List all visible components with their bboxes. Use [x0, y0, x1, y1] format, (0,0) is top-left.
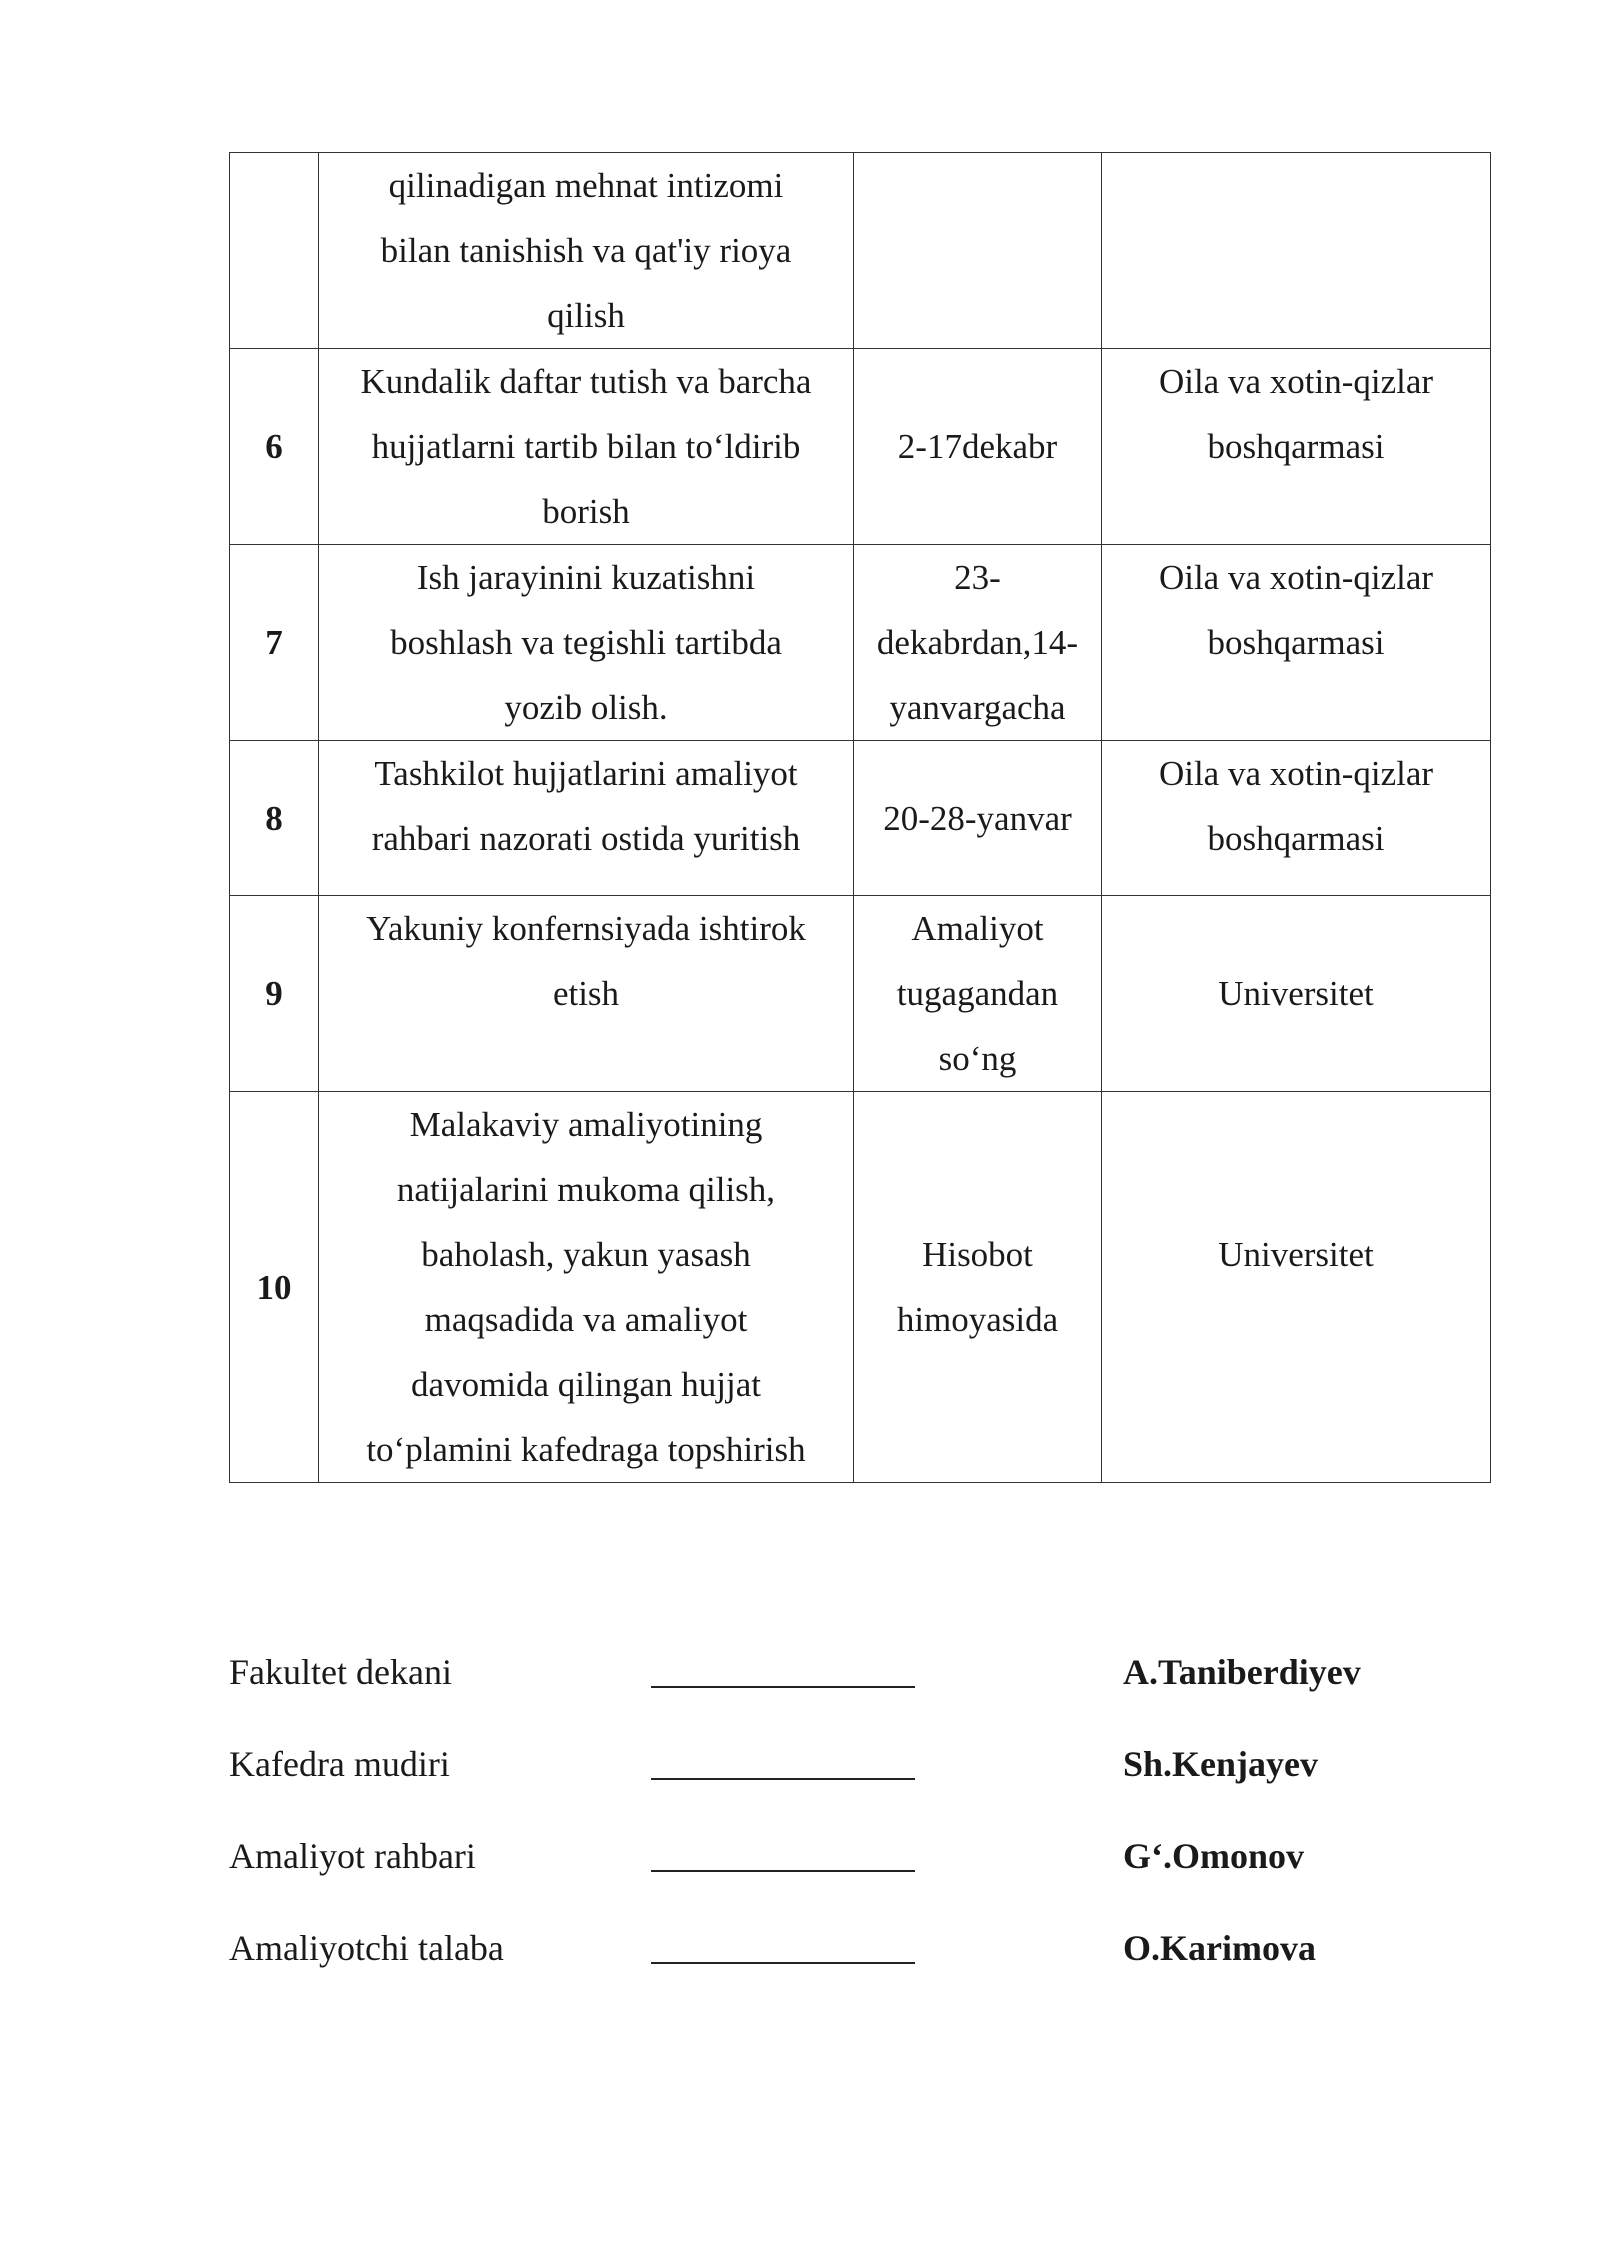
row-number: 10: [230, 1092, 319, 1483]
row-number: 7: [230, 545, 319, 741]
task-line: etish: [552, 974, 620, 1013]
signature-line: [651, 1778, 915, 1780]
task-line: Ish jarayinini kuzatishni: [416, 558, 756, 597]
task-cell: [319, 349, 854, 545]
task-line: borish: [542, 492, 630, 531]
task-cell: [319, 153, 854, 349]
table-row: [230, 349, 1491, 545]
task-line: maqsadida va amaliyot: [424, 1300, 748, 1339]
signature-role: Amaliyotchi talaba: [229, 1928, 504, 1968]
signature-row: [229, 1824, 1490, 1916]
table-row: [230, 896, 1491, 1092]
task-cell: [319, 545, 854, 741]
date-cell: [854, 896, 1102, 1092]
task-line: to‘plamini kafedraga topshirish: [366, 1430, 806, 1469]
signature-role: Amaliyot rahbari: [229, 1836, 476, 1876]
place-line: boshqarmasi: [1207, 819, 1385, 858]
signature-name: A.Taniberdiyev: [1123, 1652, 1361, 1692]
date-line: 20-28-yanvar: [883, 798, 1072, 838]
row-number: 9: [230, 896, 319, 1092]
task-line: Yakuniy konfernsiyada ishtirok: [366, 909, 806, 948]
date-line: yanvargacha: [889, 688, 1066, 727]
place-line: Universitet: [1218, 974, 1374, 1013]
task-line: baholash, yakun yasash: [421, 1235, 751, 1274]
signature-name: O.Karimova: [1123, 1928, 1316, 1968]
place-line: Oila va xotin-qizlar: [1158, 754, 1434, 793]
task-line: hujjatlarni tartib bilan to‘ldirib: [371, 427, 801, 466]
signature-line: [651, 1870, 915, 1872]
place-line: boshqarmasi: [1207, 427, 1385, 466]
date-line: Hisobot: [922, 1235, 1033, 1274]
date-cell: [854, 545, 1102, 741]
date-cell: [854, 153, 1102, 349]
row-number: 8: [230, 741, 319, 896]
signature-line: [651, 1962, 915, 1964]
task-line: rahbari nazorati ostida yuritish: [371, 819, 801, 858]
task-line: natijalarini mukoma qilish,: [396, 1170, 776, 1209]
place-cell: [1102, 896, 1491, 1092]
place-cell: [1102, 153, 1491, 349]
task-cell: [319, 741, 854, 896]
place-line: boshqarmasi: [1207, 623, 1385, 662]
table-row: [230, 741, 1491, 896]
date-line: 23-: [954, 558, 1001, 597]
place-cell: [1102, 1092, 1491, 1483]
task-line: qilinadigan mehnat intizomi: [388, 166, 784, 205]
table-row: [230, 153, 1491, 349]
row-number: 6: [230, 349, 319, 545]
date-line: 2-17dekabr: [897, 427, 1058, 466]
signature-row: [229, 1916, 1490, 2008]
date-line: so‘ng: [938, 1039, 1017, 1078]
task-line: yozib olish.: [504, 688, 668, 727]
plan-table: [229, 152, 1491, 1483]
task-cell: [319, 896, 854, 1092]
signature-role: Fakultet dekani: [229, 1652, 452, 1692]
row-number: [230, 153, 319, 349]
task-line: qilish: [547, 296, 625, 335]
plan-table-body: [230, 153, 1491, 1483]
task-line: boshlash va tegishli tartibda: [390, 623, 782, 662]
task-line: Tashkilot hujjatlarini amaliyot: [374, 754, 798, 793]
date-line: Amaliyot: [911, 909, 1044, 948]
signature-role: Kafedra mudiri: [229, 1744, 450, 1784]
task-line: bilan tanishish va qat'iy rioya: [380, 231, 792, 270]
date-line: himoyasida: [896, 1300, 1059, 1339]
place-line: Oila va xotin-qizlar: [1158, 558, 1434, 597]
date-cell: [854, 1092, 1102, 1483]
task-line: Malakaviy amaliyotining: [409, 1105, 763, 1144]
table-row: [230, 545, 1491, 741]
place-cell: [1102, 741, 1491, 896]
place-cell: [1102, 545, 1491, 741]
task-line: Kundalik daftar tutish va barcha: [360, 362, 812, 401]
place-line: Oila va xotin-qizlar: [1158, 362, 1434, 401]
task-line: davomida qilingan hujjat: [411, 1365, 761, 1404]
date-cell: [854, 741, 1102, 896]
date-line: tugagandan: [896, 974, 1059, 1013]
date-cell: [854, 349, 1102, 545]
signature-row: [229, 1732, 1490, 1824]
place-cell: [1102, 349, 1491, 545]
table-row: [230, 1092, 1491, 1483]
task-cell: [319, 1092, 854, 1483]
signature-name: Sh.Kenjayev: [1123, 1744, 1319, 1784]
signature-block: [229, 1640, 1490, 2008]
signature-line: [651, 1686, 915, 1688]
date-line: dekabrdan,14-: [876, 623, 1079, 662]
signature-name: G‘.Omonov: [1123, 1836, 1305, 1876]
place-line: Universitet: [1218, 1235, 1374, 1274]
signature-row: [229, 1640, 1490, 1732]
